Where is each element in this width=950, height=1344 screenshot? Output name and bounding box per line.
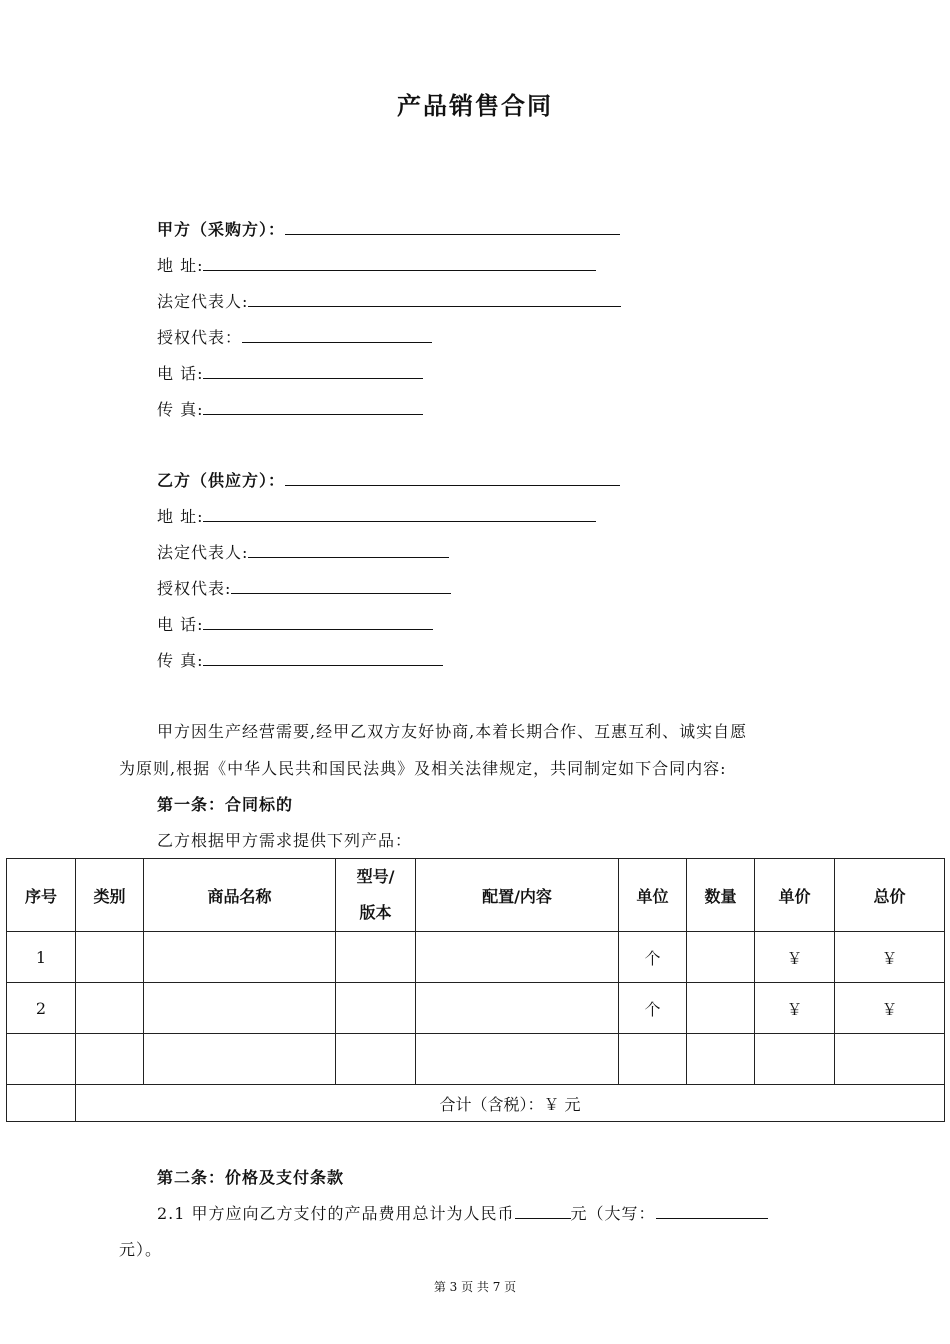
intro-line-2: 为原则,根据《中华人民共和国民法典》及相关法律规定，共同制定如下合同内容: [119, 759, 727, 778]
party-a-auth-rep-row [157, 326, 432, 348]
cell-model[interactable] [336, 932, 416, 983]
cell-product-name[interactable] [144, 1034, 336, 1085]
cell-category[interactable] [76, 932, 144, 983]
cell-total-amount[interactable]: 合计（含税）：￥ 元 [76, 1085, 945, 1122]
party-a-auth-rep-label: 授权代表： [157, 328, 243, 347]
article-2-line-1-text-a: 2.1 甲方应向乙方支付的产品费用总计为人民币 [157, 1204, 515, 1223]
party-b-address-blank[interactable] [203, 505, 596, 522]
intro-line-1: 甲方因生产经营需要,经甲乙双方友好协商,本着长期合作、互惠互利、诚实自愿 [157, 722, 748, 741]
cell-unit [619, 1034, 687, 1085]
party-b-legal-rep-label: 法定代表人: [157, 543, 249, 562]
cell-config[interactable] [416, 1034, 619, 1085]
page-footer: 第 3 页 共 7 页 [433, 1280, 517, 1294]
cell-category[interactable] [76, 1034, 144, 1085]
cell-quantity[interactable] [687, 983, 755, 1034]
cell-total-price[interactable]: ￥ [835, 983, 945, 1034]
header-index: 序号 [7, 859, 76, 932]
cell-category[interactable] [76, 983, 144, 1034]
party-a-heading-row [157, 218, 620, 240]
party-b-fax-label: 传 真: [157, 651, 204, 670]
header-version: 版本 [359, 903, 392, 922]
party-a-legal-rep-blank[interactable] [248, 290, 621, 307]
party-a-name-blank[interactable] [285, 218, 620, 235]
party-b-fax-row [157, 649, 443, 671]
article-2-heading: 第二条：价格及支付条款 [157, 1168, 345, 1187]
table-total-row [7, 1085, 945, 1122]
article-1-text: 乙方根据甲方需求提供下列产品： [157, 831, 413, 850]
cell-index: 2 [7, 983, 76, 1034]
cell-total-price[interactable]: ￥ [835, 932, 945, 983]
party-b-auth-rep-blank[interactable] [231, 577, 451, 594]
header-total-price: 总价 [835, 859, 945, 932]
amount-in-words-blank[interactable] [656, 1202, 768, 1219]
header-category: 类别 [76, 859, 144, 932]
header-unit-price: 单价 [755, 859, 835, 932]
table-row [7, 932, 945, 983]
header-config: 配置/内容 [416, 859, 619, 932]
cell-total-empty [7, 1085, 76, 1122]
cell-index [7, 1034, 76, 1085]
article-2-line-1 [157, 1201, 768, 1224]
party-b-address-row [157, 505, 596, 527]
amount-blank[interactable] [515, 1202, 571, 1219]
party-b-fax-blank[interactable] [203, 649, 443, 666]
party-a-fax-label: 传 真: [157, 400, 204, 419]
party-a-address-row [157, 254, 596, 276]
party-b-legal-rep-row [157, 541, 449, 563]
article-2-line-2: 元）。 [119, 1240, 163, 1259]
cell-quantity[interactable] [687, 932, 755, 983]
party-a-phone-blank[interactable] [203, 362, 423, 379]
party-a-auth-rep-blank[interactable] [242, 326, 432, 343]
cell-unit-price[interactable]: ￥ [755, 932, 835, 983]
header-model-version [336, 859, 416, 932]
header-unit: 单位 [619, 859, 687, 932]
party-a-heading: 甲方（采购方）： [157, 220, 286, 239]
party-b-heading-row [157, 469, 620, 491]
party-b-auth-rep-label: 授权代表: [157, 579, 232, 598]
party-b-phone-row [157, 613, 433, 635]
party-b-phone-blank[interactable] [203, 613, 433, 630]
header-model: 型号/ [356, 867, 395, 886]
cell-unit: 个 [619, 932, 687, 983]
cell-total-price[interactable] [835, 1034, 945, 1085]
cell-config[interactable] [416, 932, 619, 983]
article-2-line-1-text-b: 元（大写： [570, 1204, 656, 1223]
cell-model[interactable] [336, 983, 416, 1034]
cell-unit-price[interactable] [755, 1034, 835, 1085]
party-a-address-blank[interactable] [203, 254, 596, 271]
party-a-fax-row [157, 398, 423, 420]
party-b-address-label: 地 址: [157, 507, 204, 526]
cell-index: 1 [7, 932, 76, 983]
cell-config[interactable] [416, 983, 619, 1034]
party-a-address-label: 地 址: [157, 256, 204, 275]
cell-model[interactable] [336, 1034, 416, 1085]
product-table [6, 858, 945, 1122]
cell-product-name[interactable] [144, 932, 336, 983]
party-a-legal-rep-row [157, 290, 621, 312]
header-quantity: 数量 [687, 859, 755, 932]
page-title: 产品销售合同 [397, 92, 553, 120]
header-product-name: 商品名称 [144, 859, 336, 932]
party-a-fax-blank[interactable] [203, 398, 423, 415]
table-header-row [7, 859, 945, 932]
party-b-heading: 乙方（供应方）： [157, 471, 286, 490]
cell-quantity[interactable] [687, 1034, 755, 1085]
table-row [7, 1034, 945, 1085]
cell-unit-price[interactable]: ￥ [755, 983, 835, 1034]
party-a-legal-rep-label: 法定代表人: [157, 292, 249, 311]
party-a-phone-label: 电 话: [157, 364, 204, 383]
cell-product-name[interactable] [144, 983, 336, 1034]
party-b-phone-label: 电 话: [157, 615, 204, 634]
party-a-phone-row [157, 362, 423, 384]
party-b-auth-rep-row [157, 577, 451, 599]
article-1-heading: 第一条：合同标的 [157, 795, 294, 814]
cell-unit: 个 [619, 983, 687, 1034]
table-row [7, 983, 945, 1034]
party-b-name-blank[interactable] [285, 469, 620, 486]
party-b-legal-rep-blank[interactable] [248, 541, 449, 558]
